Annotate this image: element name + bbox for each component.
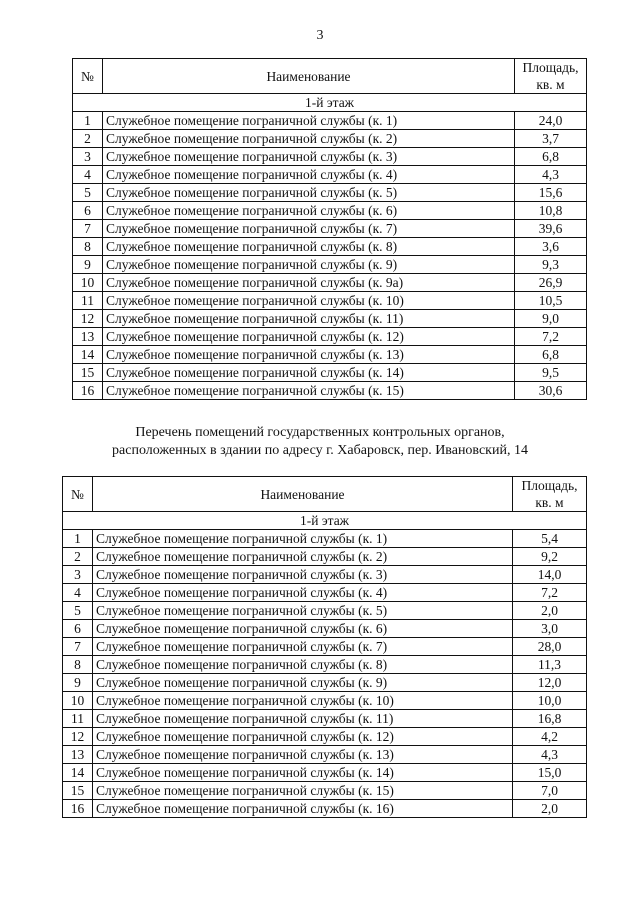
table-row	[63, 764, 587, 782]
row-number: 11	[73, 292, 103, 310]
row-name: Служебное помещение пограничной службы (к. 15)	[103, 382, 515, 400]
row-number: 10	[73, 274, 103, 292]
row-name: Служебное помещение пограничной службы (к. 9а)	[103, 274, 515, 292]
header-name: Наименование	[93, 477, 513, 512]
row-area: 9,2	[513, 548, 587, 566]
row-area: 2,0	[513, 800, 587, 818]
row-number: 16	[63, 800, 93, 818]
row-area: 39,6	[515, 220, 587, 238]
floor-label: 1-й этаж	[63, 512, 587, 530]
row-area: 2,0	[513, 602, 587, 620]
row-name: Служебное помещение пограничной службы (к. 10)	[93, 692, 513, 710]
row-name: Служебное помещение пограничной службы (к. 2)	[93, 548, 513, 566]
row-area: 3,7	[515, 130, 587, 148]
row-name: Служебное помещение пограничной службы (к. 12)	[103, 328, 515, 346]
table-row	[73, 166, 587, 184]
row-number: 9	[73, 256, 103, 274]
table-row	[73, 328, 587, 346]
table-row	[73, 292, 587, 310]
row-area: 10,0	[513, 692, 587, 710]
floor-row	[73, 94, 587, 112]
row-number: 4	[73, 166, 103, 184]
row-name: Служебное помещение пограничной службы (к. 8)	[103, 238, 515, 256]
row-name: Служебное помещение пограничной службы (к. 10)	[103, 292, 515, 310]
row-number: 8	[73, 238, 103, 256]
table-row	[63, 530, 587, 548]
row-number: 6	[63, 620, 93, 638]
table-row	[73, 112, 587, 130]
table-row	[63, 620, 587, 638]
row-area: 30,6	[515, 382, 587, 400]
row-name: Служебное помещение пограничной службы (к. 5)	[103, 184, 515, 202]
row-name: Служебное помещение пограничной службы (к. 14)	[103, 364, 515, 382]
table-header-row	[63, 477, 587, 512]
row-number: 2	[63, 548, 93, 566]
header-num: №	[73, 59, 103, 94]
row-area: 10,5	[515, 292, 587, 310]
caption-line-1: Перечень помещений государственных контрольных органов,	[135, 425, 505, 440]
row-area: 5,4	[513, 530, 587, 548]
table-row	[63, 692, 587, 710]
row-name: Служебное помещение пограничной службы (к. 11)	[103, 310, 515, 328]
row-area: 4,3	[515, 166, 587, 184]
row-area: 15,0	[513, 764, 587, 782]
row-name: Служебное помещение пограничной службы (к. 11)	[93, 710, 513, 728]
table-row	[73, 202, 587, 220]
table-row	[63, 746, 587, 764]
table-row	[63, 584, 587, 602]
row-name: Служебное помещение пограничной службы (к. 13)	[93, 746, 513, 764]
row-area: 7,0	[513, 782, 587, 800]
row-area: 16,8	[513, 710, 587, 728]
row-name: Служебное помещение пограничной службы (к. 15)	[93, 782, 513, 800]
row-number: 8	[63, 656, 93, 674]
row-number: 7	[73, 220, 103, 238]
row-name: Служебное помещение пограничной службы (к. 1)	[93, 530, 513, 548]
table-row	[73, 256, 587, 274]
table-row	[63, 674, 587, 692]
row-name: Служебное помещение пограничной службы (к. 5)	[93, 602, 513, 620]
row-number: 13	[63, 746, 93, 764]
table-row	[73, 310, 587, 328]
table-row	[73, 184, 587, 202]
row-number: 9	[63, 674, 93, 692]
page-number: 3	[316, 28, 324, 43]
table-row	[73, 238, 587, 256]
row-area: 3,6	[515, 238, 587, 256]
row-number: 11	[63, 710, 93, 728]
row-number: 7	[63, 638, 93, 656]
table-row	[63, 800, 587, 818]
row-name: Служебное помещение пограничной службы (к. 9)	[103, 256, 515, 274]
row-area: 11,3	[513, 656, 587, 674]
floor-row	[63, 512, 587, 530]
table-row	[73, 346, 587, 364]
row-number: 12	[63, 728, 93, 746]
table-row	[63, 638, 587, 656]
row-area: 10,8	[515, 202, 587, 220]
row-name: Служебное помещение пограничной службы (к. 7)	[93, 638, 513, 656]
row-number: 10	[63, 692, 93, 710]
table-row	[73, 220, 587, 238]
table-row	[73, 130, 587, 148]
row-area: 7,2	[515, 328, 587, 346]
table-row	[63, 782, 587, 800]
row-number: 6	[73, 202, 103, 220]
header-name: Наименование	[103, 59, 515, 94]
row-number: 16	[73, 382, 103, 400]
row-name: Служебное помещение пограничной службы (к. 1)	[103, 112, 515, 130]
table-row	[73, 148, 587, 166]
row-number: 1	[63, 530, 93, 548]
header-num: №	[63, 477, 93, 512]
row-number: 3	[63, 566, 93, 584]
floor-label: 1-й этаж	[73, 94, 587, 112]
row-name: Служебное помещение пограничной службы (к. 13)	[103, 346, 515, 364]
row-number: 2	[73, 130, 103, 148]
row-name: Служебное помещение пограничной службы (к. 12)	[93, 728, 513, 746]
table-row	[63, 710, 587, 728]
table-row	[73, 382, 587, 400]
row-number: 12	[73, 310, 103, 328]
row-name: Служебное помещение пограничной службы (к. 3)	[103, 148, 515, 166]
row-area: 14,0	[513, 566, 587, 584]
row-area: 3,0	[513, 620, 587, 638]
table-row	[73, 364, 587, 382]
row-area: 12,0	[513, 674, 587, 692]
row-number: 14	[63, 764, 93, 782]
table-row	[63, 548, 587, 566]
header-area: Площадь, кв. м	[515, 59, 587, 94]
row-number: 13	[73, 328, 103, 346]
row-name: Служебное помещение пограничной службы (к. 4)	[103, 166, 515, 184]
row-name: Служебное помещение пограничной службы (к. 6)	[103, 202, 515, 220]
row-area: 15,6	[515, 184, 587, 202]
row-number: 5	[63, 602, 93, 620]
row-name: Служебное помещение пограничной службы (к. 4)	[93, 584, 513, 602]
row-area: 4,3	[513, 746, 587, 764]
row-number: 1	[73, 112, 103, 130]
row-area: 6,8	[515, 346, 587, 364]
rooms-table-1	[72, 58, 587, 400]
table-row	[63, 602, 587, 620]
row-number: 14	[73, 346, 103, 364]
row-area: 9,0	[515, 310, 587, 328]
row-name: Служебное помещение пограничной службы (к. 16)	[93, 800, 513, 818]
caption-line-2: расположенных в здании по адресу г. Хабаровск, пер. Ивановский, 14	[112, 443, 528, 458]
row-number: 15	[63, 782, 93, 800]
table-row	[63, 566, 587, 584]
table-row	[73, 274, 587, 292]
row-number: 3	[73, 148, 103, 166]
row-name: Служебное помещение пограничной службы (к. 2)	[103, 130, 515, 148]
row-number: 15	[73, 364, 103, 382]
row-area: 4,2	[513, 728, 587, 746]
header-area: Площадь, кв. м	[513, 477, 587, 512]
row-name: Служебное помещение пограничной службы (к. 8)	[93, 656, 513, 674]
row-area: 9,5	[515, 364, 587, 382]
row-area: 28,0	[513, 638, 587, 656]
rooms-table-2	[62, 476, 587, 818]
row-name: Служебное помещение пограничной службы (к. 7)	[103, 220, 515, 238]
row-area: 7,2	[513, 584, 587, 602]
table-row	[63, 728, 587, 746]
table-row	[63, 656, 587, 674]
row-number: 4	[63, 584, 93, 602]
row-area: 26,9	[515, 274, 587, 292]
row-area: 24,0	[515, 112, 587, 130]
row-name: Служебное помещение пограничной службы (к. 6)	[93, 620, 513, 638]
row-name: Служебное помещение пограничной службы (к. 14)	[93, 764, 513, 782]
row-number: 5	[73, 184, 103, 202]
row-area: 9,3	[515, 256, 587, 274]
table-header-row	[73, 59, 587, 94]
row-name: Служебное помещение пограничной службы (к. 9)	[93, 674, 513, 692]
caption	[0, 424, 640, 460]
row-name: Служебное помещение пограничной службы (к. 3)	[93, 566, 513, 584]
row-area: 6,8	[515, 148, 587, 166]
